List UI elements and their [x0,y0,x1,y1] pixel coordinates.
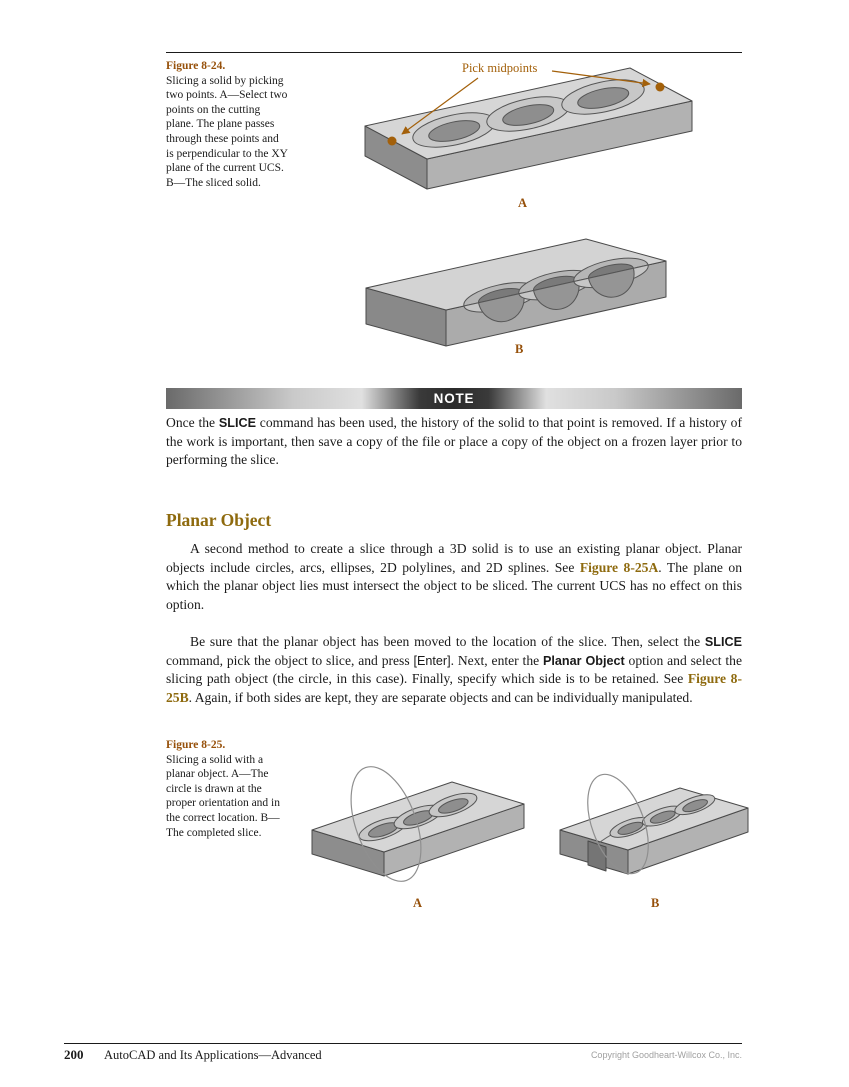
figure-8-24-a-art [330,54,742,202]
figure-8-25-sublabel-a: A [413,896,423,910]
body-paragraph-1: A second method to create a slice through a 3D solid is to use an existing planar object. Planar objects include circles, arcs, ellipses, 2D polylines, and 2D splines. See Figure 8-25A. The plane on which the planar object lies must intersect the object to be sliced. The current UCS has no effect on this option. [166,541,743,612]
pick-midpoints-annotation: Pick midpoints [462,61,538,75]
copyright-notice: Copyright Goodheart-Willcox Co., Inc. [590,1050,742,1060]
figure-8-24-label: Figure 8-24. [166,60,226,72]
figure-8-24-sublabel-a: A [518,196,528,210]
body-paragraph-2: Be sure that the planar object has been moved to the location of the slice. Then, select the SLICE command, pick the object to slice, and press [Enter]. Next, enter the Planar Object option and select the slicing path object (the circle, in this case). Finally, specify which side is to be retained. See Figure 8-25B. Again, if both sides are kept, they are separate objects and can be individually manipulated. [166,634,743,705]
figure-8-24-caption [166,59,288,190]
section-heading: Planar Object [166,510,272,530]
figure-8-25-a-art [302,740,532,898]
footer-rule [64,1043,742,1044]
figure-8-25-sublabel-b: B [651,896,660,910]
note-banner [166,388,742,409]
figure-8-25-caption [166,738,288,840]
top-rule [166,52,742,53]
page-number: 200 [64,1047,84,1062]
pick-point-dot-left [388,137,397,146]
figure-8-24-b-art [338,226,698,354]
note-paragraph: Once the SLICE command has been used, the history of the solid to that point is removed. If a history of the work is important, then save a copy of the file or place a copy of the object on a frozen layer prior to performing the slice. [166,415,742,468]
figure-8-24-sublabel-b: B [515,342,524,356]
solid-plate [312,782,524,876]
figure-8-25-caption-text: Slicing a solid with a planar object. A—The circle is drawn at the proper orientation and in the correct location. B—The completed slice. [166,753,281,839]
book-title: AutoCAD and Its Applications—Advanced [104,1048,322,1062]
figure-8-24-caption-text: Slicing a solid by picking two points. A—Select two points on the cutting plane. The plane passes through these points and is perpendicular to the XY plane of the current UCS. B—The sliced solid. [166,74,288,189]
figure-8-25-label: Figure 8-25. [166,739,226,751]
pick-point-dot-right [656,83,665,92]
figure-8-25-b-art [548,752,758,902]
note-title: NOTE [433,391,475,406]
